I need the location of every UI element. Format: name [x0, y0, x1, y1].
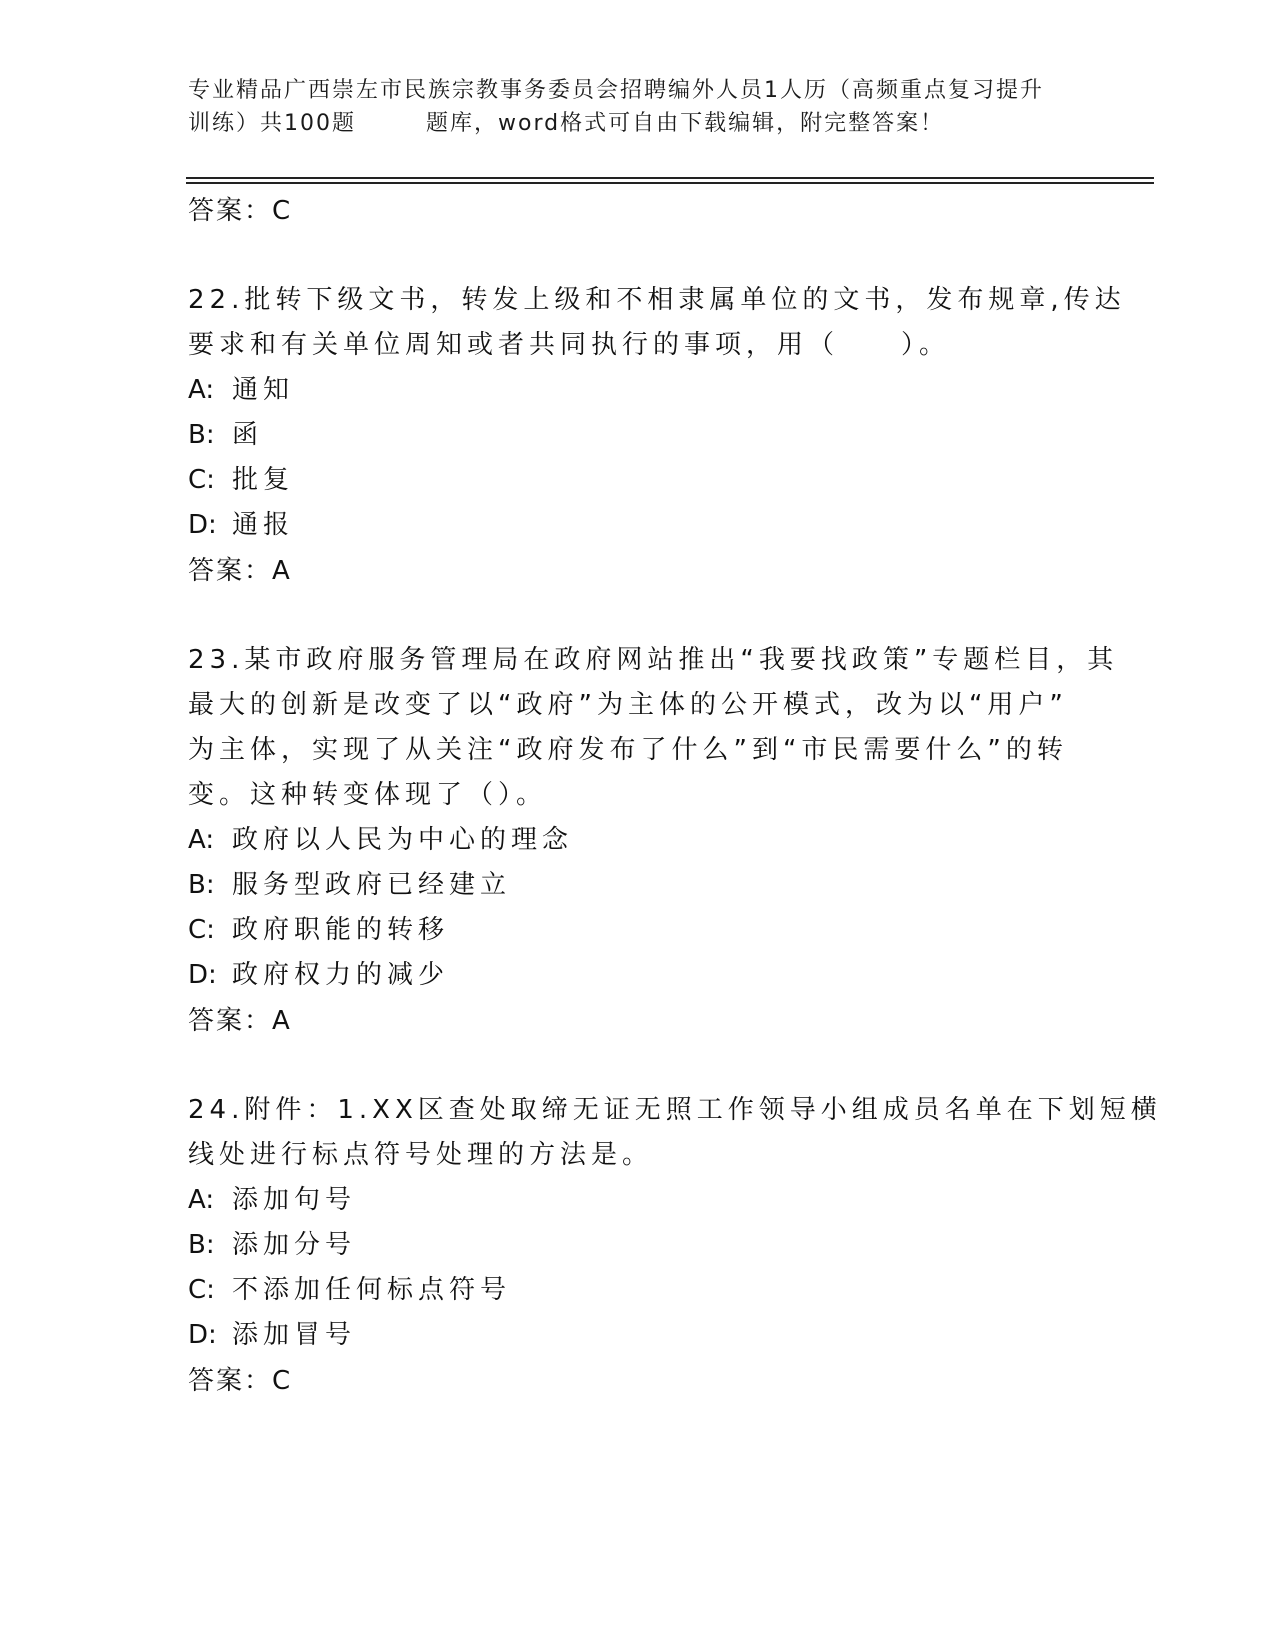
question-stem — [188, 1088, 1162, 1178]
document-header — [188, 74, 1088, 140]
option-d: D: 通报 — [188, 510, 295, 540]
stem-line: 变。这种转变体现了（）。 — [188, 780, 548, 810]
question-block-23 — [188, 638, 1119, 1044]
stem-line: 为主体，实现了从关注“政府发布了什么”到“市民需要什么”的转 — [188, 735, 1068, 765]
option-c: C: 政府职能的转移 — [188, 915, 450, 945]
header-line-2 — [188, 107, 1088, 140]
stem-line: 23.某市政府服务管理局在政府网站推出“我要找政策”专题栏目，其 — [188, 645, 1119, 675]
question-stem — [188, 278, 1126, 368]
question-stem — [188, 638, 1119, 818]
answer-line: 答案：A — [188, 1006, 292, 1036]
option-a: A: 通知 — [188, 375, 295, 405]
header-line-2-part-a: 训练）共100题 — [188, 111, 356, 136]
header-line-1: 专业精品广西崇左市民族宗教事务委员会招聘编外人员1人历（高频重点复习提升 — [188, 78, 1044, 103]
answer-line: 答案：C — [188, 1366, 293, 1396]
option-b: B: 服务型政府已经建立 — [188, 870, 512, 900]
question-list — [188, 188, 1162, 1404]
option-d: D: 添加冒号 — [188, 1320, 357, 1350]
option-d: D: 政府权力的减少 — [188, 960, 450, 990]
header-divider-top — [186, 177, 1154, 179]
header-line-2-part-b: 题库，word格式可自由下载编辑，附完整答案！ — [426, 111, 945, 136]
header-divider-bottom — [186, 182, 1154, 184]
option-c: C: 不添加任何标点符号 — [188, 1275, 512, 1305]
option-a: A: 添加句号 — [188, 1185, 357, 1215]
stem-line: 24.附件：1.XX区查处取缔无证无照工作领导小组成员名单在下划短横 — [188, 1095, 1162, 1125]
stem-line: 最大的创新是改变了以“政府”为主体的公开模式，改为以“用户” — [188, 690, 1068, 720]
stem-line: 要求和有关单位周知或者共同执行的事项，用（ ）。 — [188, 330, 951, 360]
previous-answer: 答案：C — [188, 196, 293, 226]
answer-line: 答案：A — [188, 556, 292, 586]
option-b: B: 函 — [188, 420, 264, 450]
option-c: C: 批复 — [188, 465, 295, 495]
question-block-22 — [188, 278, 1126, 594]
stem-line: 线处进行标点符号处理的方法是。 — [188, 1140, 654, 1170]
question-block-24 — [188, 1088, 1162, 1404]
option-b: B: 添加分号 — [188, 1230, 357, 1260]
option-a: A: 政府以人民为中心的理念 — [188, 825, 574, 855]
stem-line: 22.批转下级文书，转发上级和不相隶属单位的文书，发布规章,传达 — [188, 285, 1126, 315]
